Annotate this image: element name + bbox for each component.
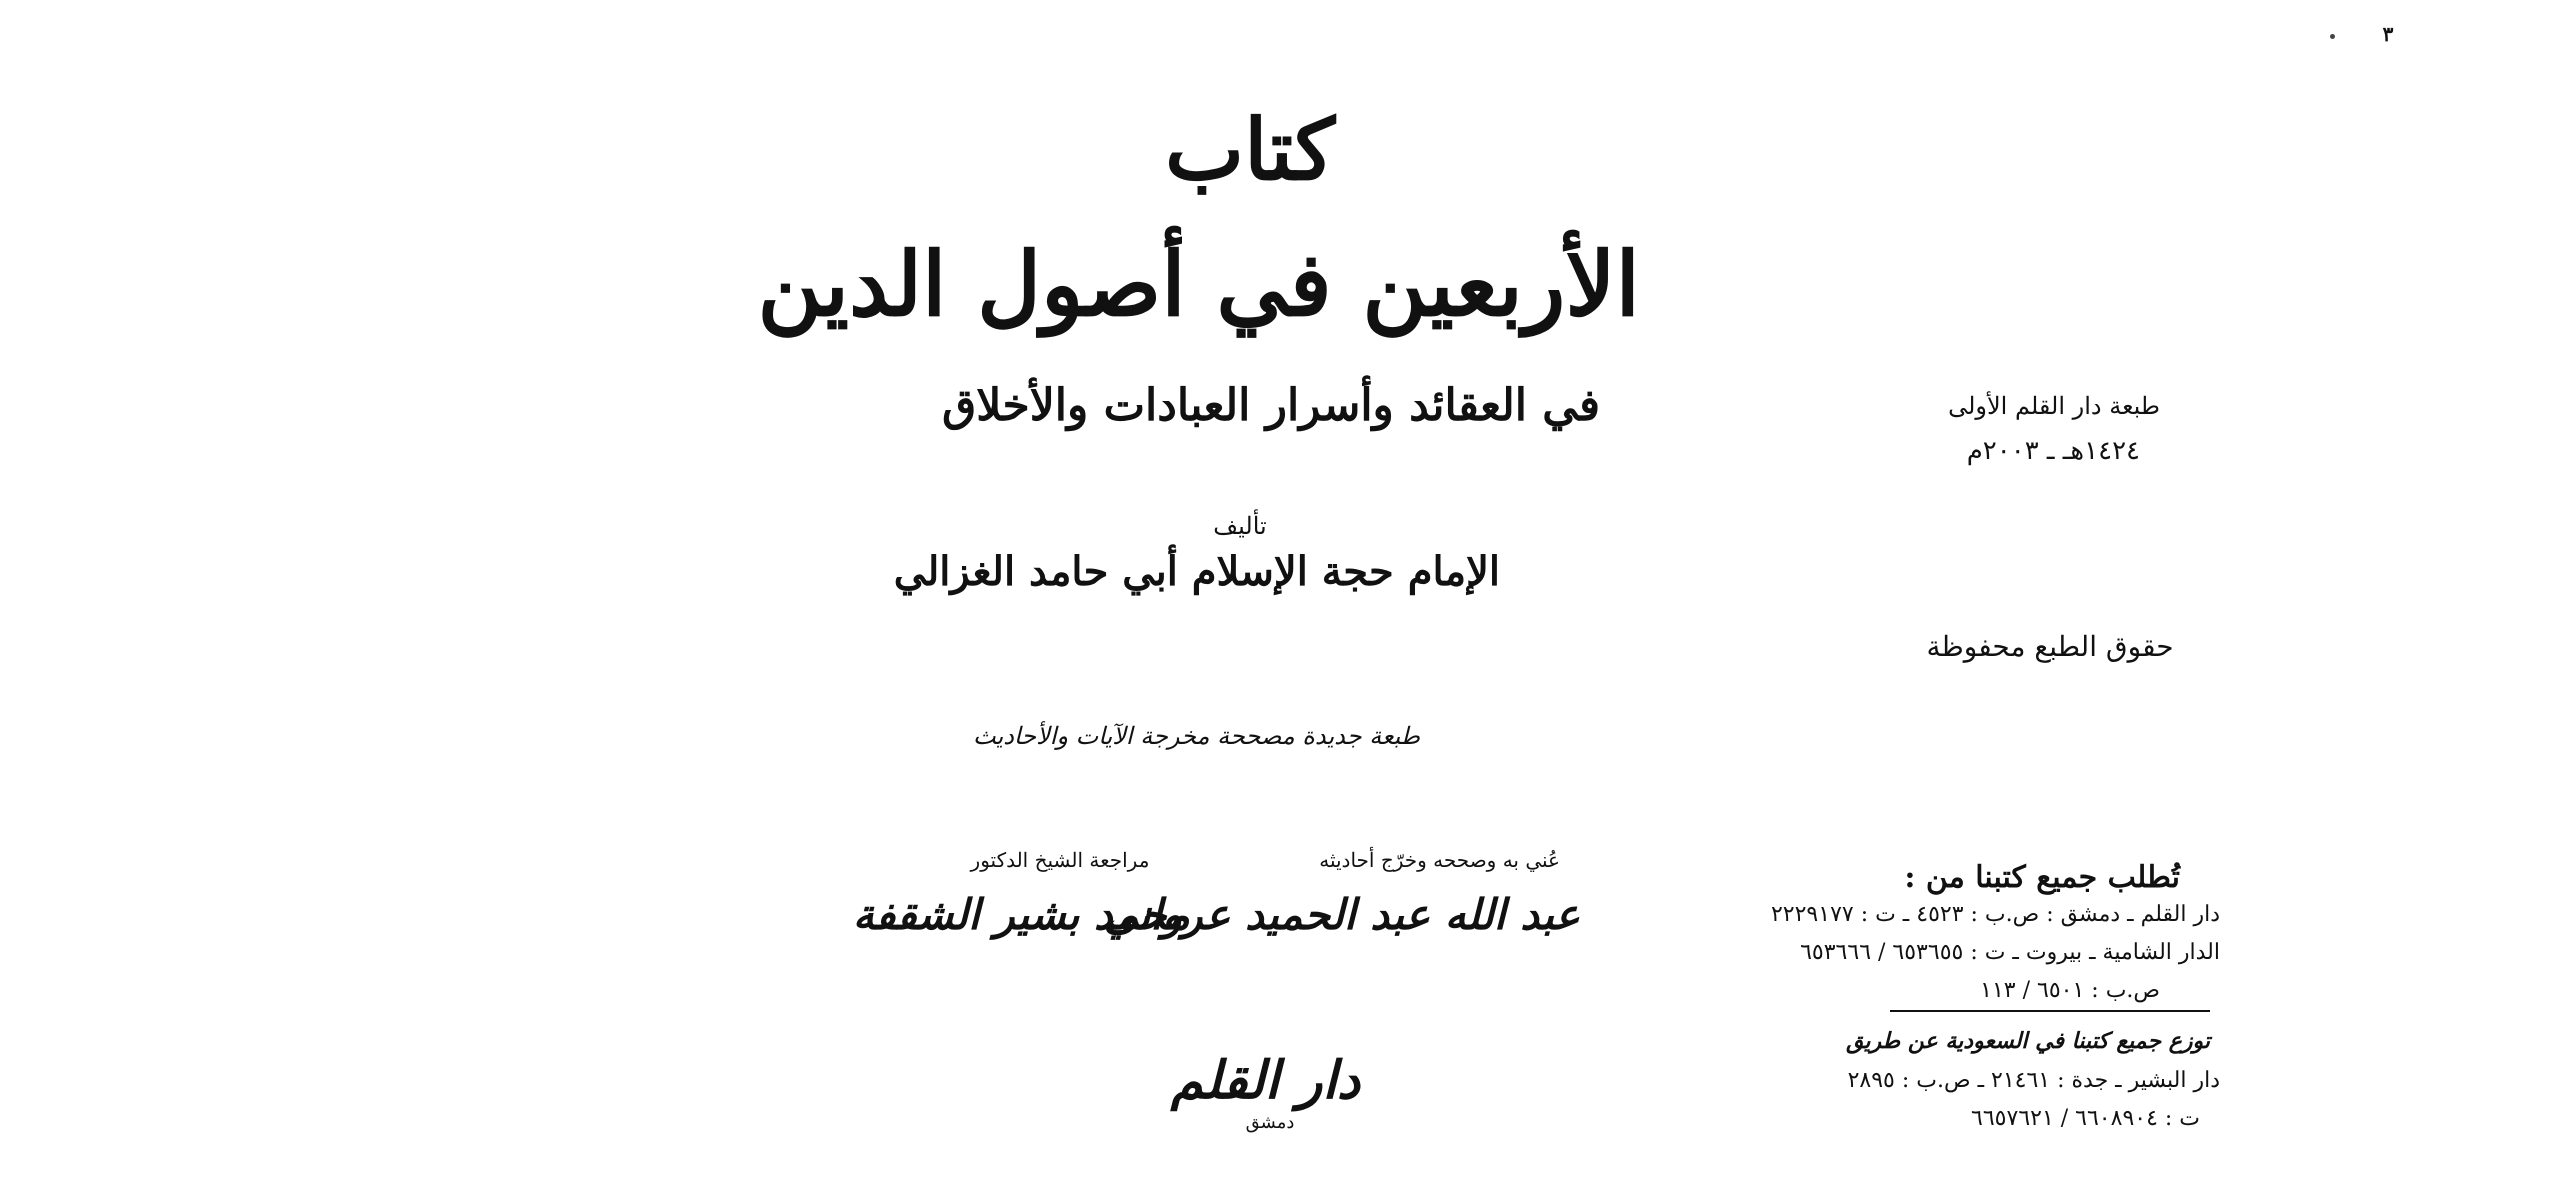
distribution-line: الدار الشامية ـ بيروت ـ ت : ٦٥٣٦٥٥ / ٦٥٣٦٦٦	[1800, 940, 2220, 965]
reviewer-name: محمد بشير الشقفة	[852, 890, 1190, 939]
author-label: تأليف	[1213, 512, 1267, 540]
reviewer-label: مراجعة الشيخ الدكتور	[970, 848, 1150, 872]
book-label: كتاب	[1164, 100, 1335, 199]
author-name: الإمام حجة الإسلام أبي حامد الغزالي	[893, 548, 1500, 595]
editor-label: عُني به وصححه وخرّج أحاديثه	[1319, 848, 1560, 872]
distribution-heading: تُطلب جميع كتبنا من :	[1904, 860, 2180, 895]
edition-note: طبعة جديدة مصححة مخرجة الآيات والأحاديث	[973, 722, 1420, 750]
distribution-line: ص.ب : ٦٥٠١ / ١١٣	[1980, 978, 2160, 1003]
saudi-distribution-line: ت : ٦٦٠٨٩٠٤ / ٦٦٥٧٦٢١	[1971, 1106, 2200, 1131]
edition-info-line: طبعة دار القلم الأولى	[1948, 392, 2160, 420]
saudi-distribution-heading: توزع جميع كتبنا في السعودية عن طريق	[1846, 1028, 2210, 1054]
page-number: ٣	[2382, 22, 2394, 46]
edition-date: ١٤٢٤هـ ـ ٢٠٠٣م	[1966, 436, 2140, 466]
publisher-city: دمشق	[1245, 1112, 1295, 1133]
book-subtitle: في العقائد وأسرار العبادات والأخلاق	[942, 380, 1600, 431]
page-speck	[2330, 34, 2335, 39]
saudi-distribution-line: دار البشير ـ جدة : ٢١٤٦١ ـ ص.ب : ٢٨٩٥	[1847, 1068, 2220, 1093]
copyright-notice: حقوق الطبع محفوظة	[1926, 630, 2174, 663]
book-title: الأربعين في أصول الدين	[757, 232, 1640, 336]
publisher-name: دار القلم	[1170, 1050, 1360, 1111]
distribution-line: دار القلم ـ دمشق : ص.ب : ٤٥٢٣ ـ ت : ٢٢٢٩١٧٧	[1770, 902, 2220, 927]
editor-name: عبد الله عبد الحميد عرواني	[1103, 890, 1580, 939]
divider	[1890, 1010, 2210, 1012]
